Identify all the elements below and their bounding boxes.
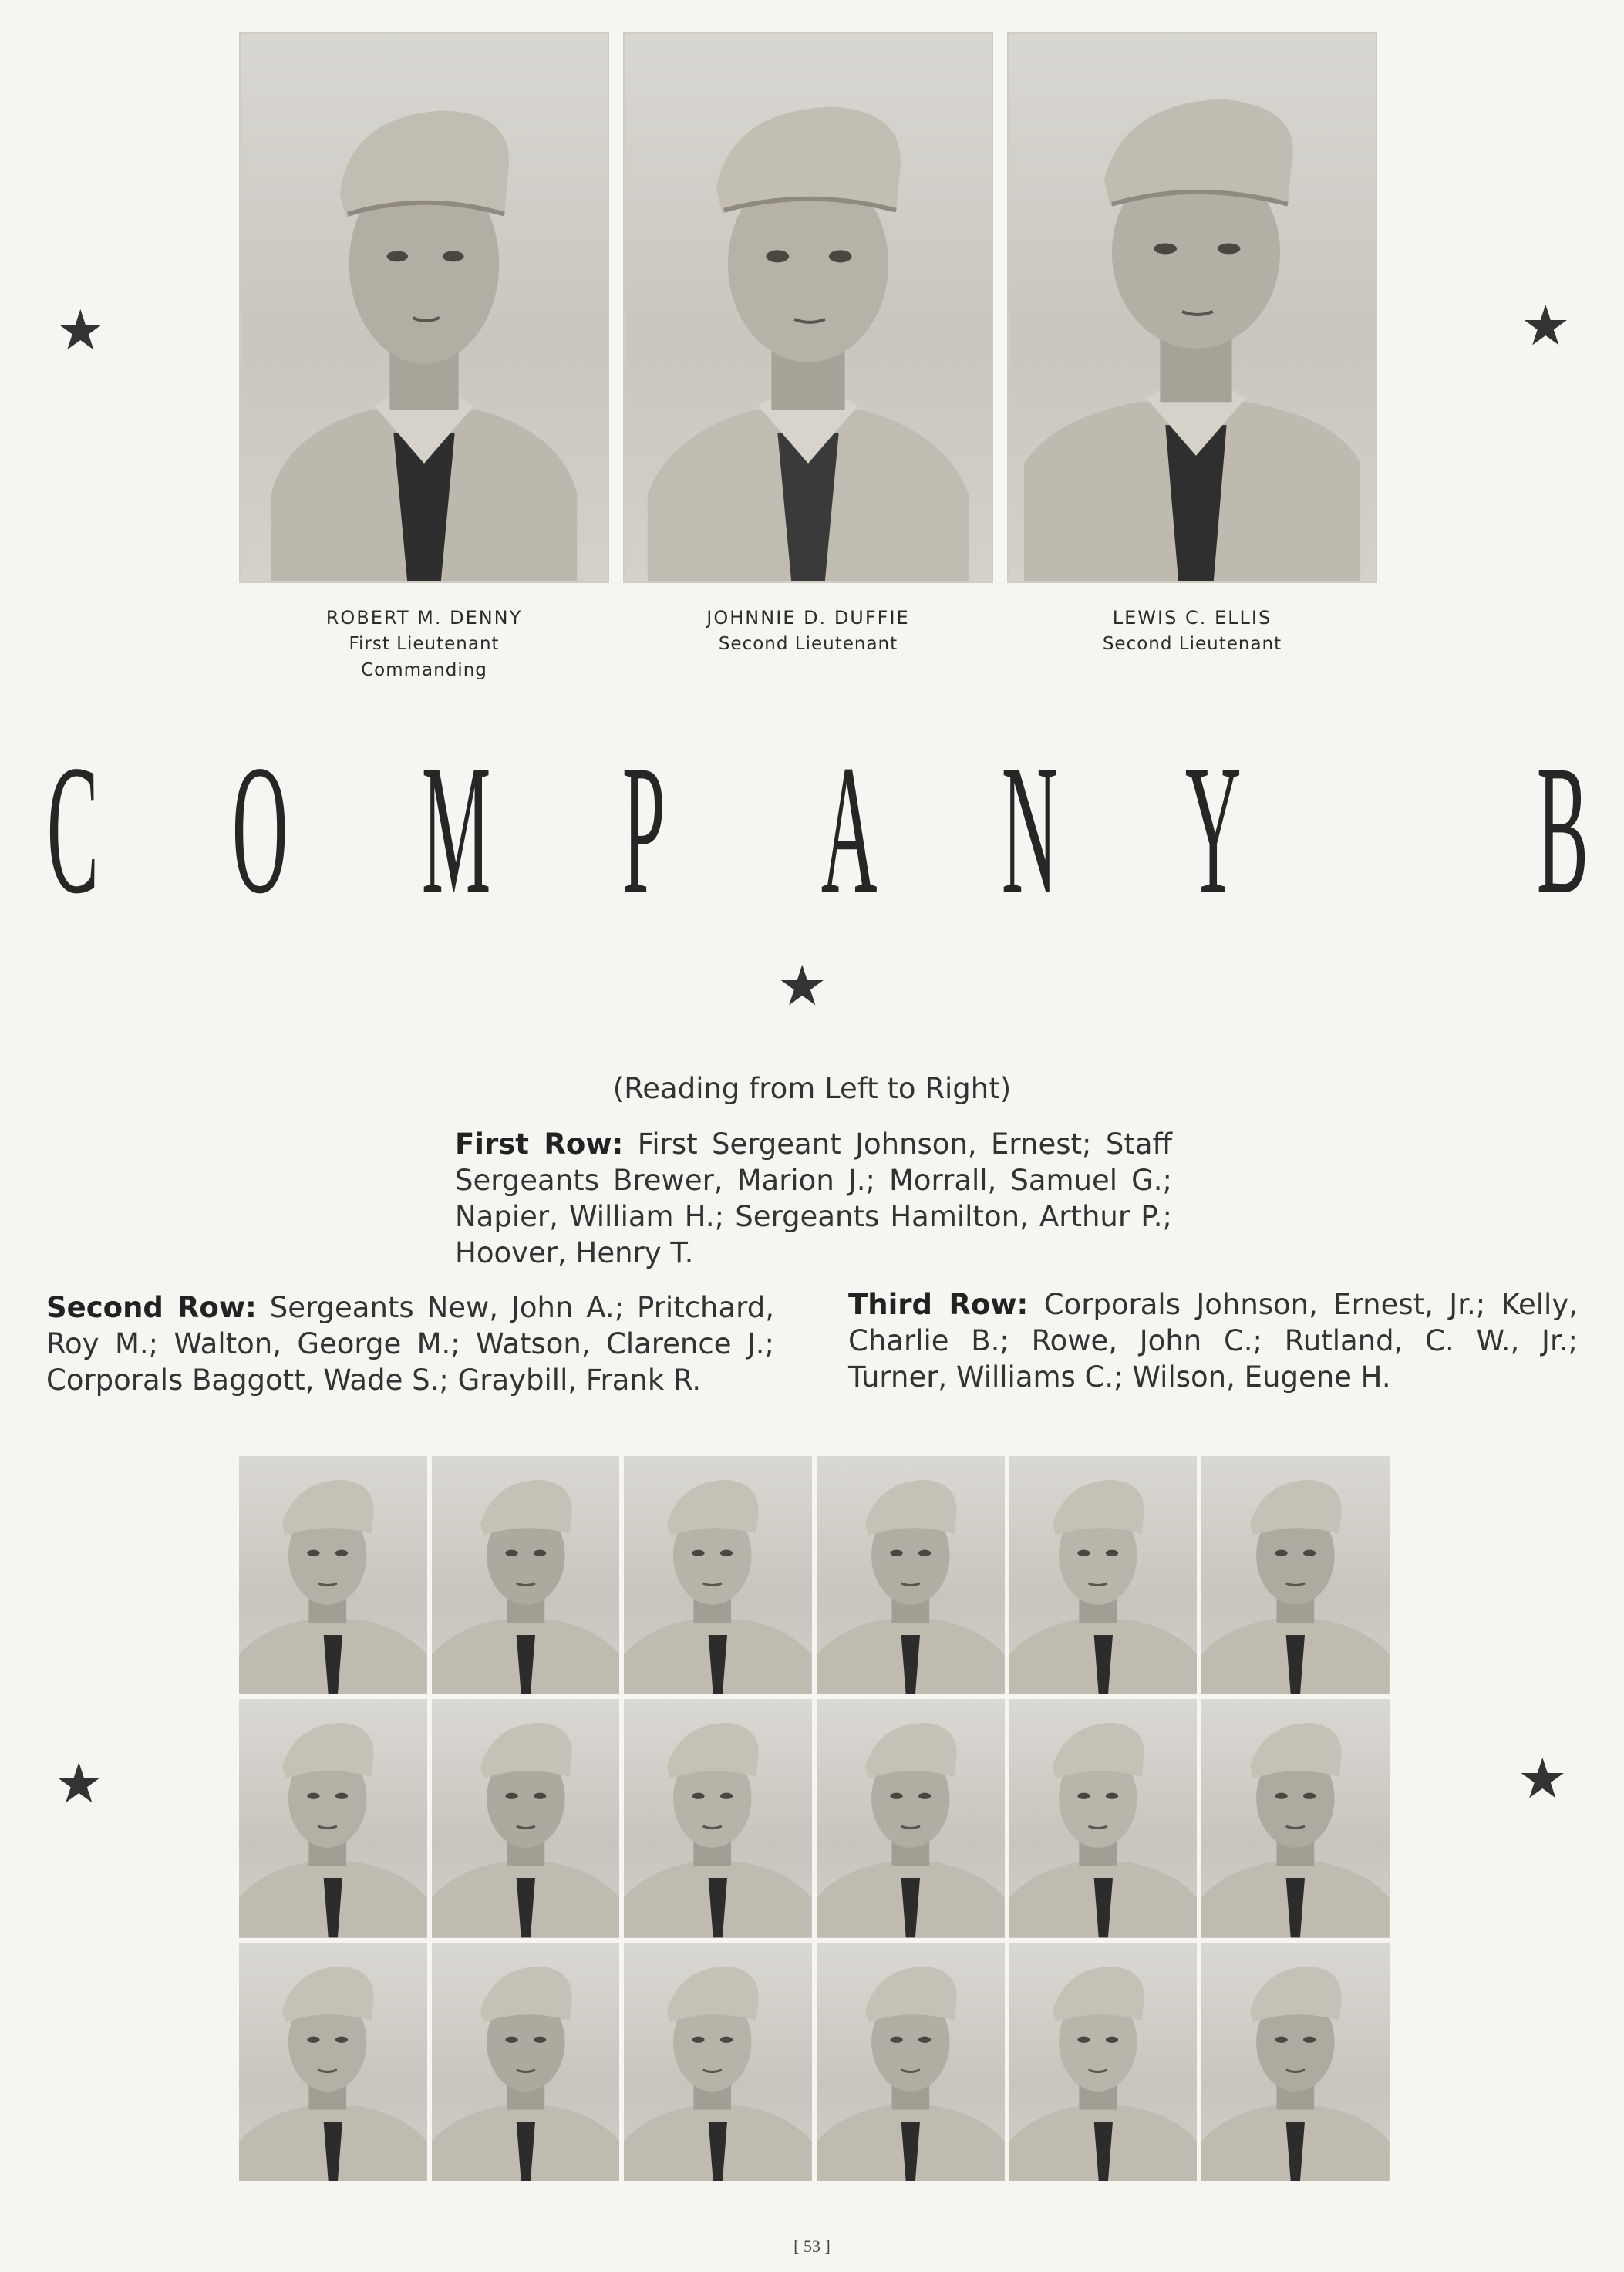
portrait-image	[1009, 34, 1376, 581]
officer-name: ROBERT M. DENNY	[325, 607, 523, 629]
officer-caption	[239, 605, 609, 683]
enlisted-portrait	[239, 1699, 427, 1937]
star-icon: ★	[1521, 293, 1571, 358]
portrait-image	[1201, 1943, 1390, 2181]
portrait-image	[624, 1456, 812, 1694]
enlisted-portrait	[432, 1699, 620, 1937]
officer-name: JOHNNIE D. DUFFIE	[706, 607, 910, 629]
second-row-text: Sergeants New, John A.; Pritchard, Roy M.; Walton, George M.; Watson, Clarence J.; Corporals Baggott, Wade S.; Graybill, Frank R.	[46, 1291, 774, 1397]
portrait-image	[1201, 1456, 1390, 1694]
officer-rank: First Lieutenant	[349, 634, 500, 654]
portrait-image	[624, 1943, 812, 2181]
portrait-image	[817, 1943, 1005, 2181]
enlisted-portrait	[1009, 1943, 1198, 2181]
enlisted-portrait	[817, 1943, 1005, 2181]
reading-note: (Reading from Left to Right)	[612, 1072, 1012, 1105]
star-icon: ★	[1518, 1746, 1568, 1811]
enlisted-portrait	[1201, 1456, 1390, 1694]
enlisted-portrait	[239, 1943, 427, 2181]
portrait-image	[624, 1699, 812, 1937]
third-row-text: Corporals Johnson, Ernest, Jr.; Kelly, Charlie B.; Rowe, John C.; Rutland, C. W., Jr.; Turner, Williams C.; Wilson, Eugene H.	[848, 1288, 1578, 1394]
first-row-caption	[455, 1126, 1172, 1271]
portrait-image	[1009, 1699, 1198, 1937]
enlisted-portrait	[1009, 1456, 1198, 1694]
second-row-caption	[46, 1289, 774, 1398]
portrait-image	[1201, 1699, 1390, 1937]
officer-portrait	[623, 32, 993, 583]
enlisted-portrait	[239, 1456, 427, 1694]
enlisted-photo-grid	[239, 1456, 1390, 2181]
title-letter: A	[820, 726, 878, 932]
third-row-label: Third Row:	[848, 1288, 1029, 1321]
officer-rank: Second Lieutenant	[718, 634, 898, 654]
star-icon: ★	[56, 298, 106, 362]
officer-caption	[623, 605, 993, 657]
enlisted-portrait	[432, 1456, 620, 1694]
officer-name: LEWIS C. ELLIS	[1112, 607, 1272, 629]
portrait-image	[432, 1456, 620, 1694]
portrait-image	[817, 1456, 1005, 1694]
second-row-label: Second Row:	[46, 1291, 257, 1324]
portrait-image	[432, 1699, 620, 1937]
portrait-image	[817, 1699, 1005, 1937]
enlisted-portrait	[432, 1943, 620, 2181]
star-icon: ★	[777, 953, 827, 1018]
enlisted-portrait	[1009, 1699, 1198, 1937]
officer-portrait	[239, 32, 609, 583]
enlisted-portrait	[1201, 1699, 1390, 1937]
title-letter: C	[46, 726, 99, 932]
enlisted-portrait	[624, 1943, 812, 2181]
portrait-image	[625, 34, 992, 581]
portrait-image	[1009, 1456, 1198, 1694]
portrait-image	[1009, 1943, 1198, 2181]
officer-caption	[1007, 605, 1377, 657]
title-letter: M	[421, 726, 491, 932]
enlisted-portrait	[817, 1699, 1005, 1937]
portrait-image	[432, 1943, 620, 2181]
portrait-image	[239, 1699, 427, 1937]
title-letter: O	[231, 726, 288, 932]
third-row-caption	[848, 1286, 1578, 1395]
portrait-image	[239, 1456, 427, 1694]
officer-role: Commanding	[361, 660, 487, 680]
star-icon: ★	[54, 1751, 104, 1815]
portrait-image	[239, 1943, 427, 2181]
title-letter: Y	[1184, 726, 1242, 932]
enlisted-portrait	[817, 1456, 1005, 1694]
portrait-image	[241, 34, 608, 581]
enlisted-portrait	[1201, 1943, 1390, 2181]
page-number: [ 53 ]	[793, 2237, 831, 2256]
enlisted-portrait	[624, 1699, 812, 1937]
title-letter: N	[1001, 726, 1058, 932]
title-letter: B	[1536, 726, 1589, 932]
first-row-label: First Row:	[455, 1128, 624, 1161]
enlisted-portrait	[624, 1456, 812, 1694]
first-row-text: First Sergeant Johnson, Ernest; Staff Sergeants Brewer, Marion J.; Morrall, Samuel G.; Napier, William H.; Sergeants Hamilton, Arthur P.; Hoover, Henry T.	[455, 1128, 1173, 1269]
officer-portrait	[1007, 32, 1377, 583]
title-letter: P	[622, 726, 665, 932]
officer-rank: Second Lieutenant	[1102, 634, 1282, 654]
